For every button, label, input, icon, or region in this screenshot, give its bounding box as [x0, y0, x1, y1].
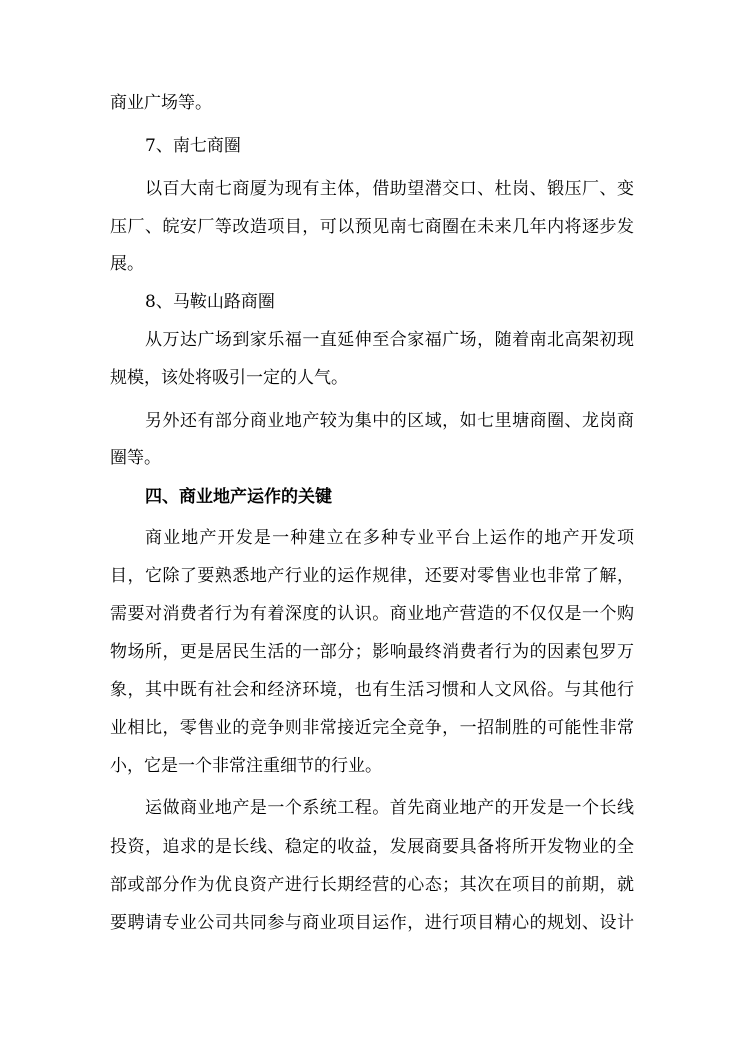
- text-line: 另外还有部分商业地产较为集中的区域，如七里塘商圈、龙岗商: [145, 411, 634, 431]
- text-line: 压厂、皖安厂等改造项目，可以预见南七商圈在未来几年内将逐步发: [110, 217, 634, 237]
- text-line: 部或部分作为优良资产进行长期经营的心态；其次在项目的前期，就: [110, 875, 634, 895]
- text-line: 需要对消费者行为有着深度的认识。商业地产营造的不仅仅是一个购: [110, 604, 634, 624]
- text-line: 小，它是一个非常注重细节的行业。: [110, 756, 382, 776]
- section-heading-bold: 四、商业地产运作的关键: [145, 487, 332, 507]
- text-line: 运做商业地产是一个系统工程。首先商业地产的开发是一个长线: [145, 798, 634, 818]
- section-heading: 7、南七商圈: [145, 136, 241, 156]
- text-line: 规模，该处将吸引一定的人气。: [110, 368, 348, 388]
- text-line: 展。: [110, 254, 144, 274]
- text-line: 物场所，更是居民生活的一部分；影响最终消费者行为的因素包罗万: [110, 642, 634, 662]
- text-line: 要聘请专业公司共同参与商业项目运作，进行项目精心的规划、设计: [110, 913, 634, 933]
- section-heading: 8、马鞍山路商圈: [145, 292, 275, 312]
- text-line: 业相比，零售业的竞争则非常接近完全竞争，一招制胜的可能性非常: [110, 718, 634, 738]
- text-line: 投资，追求的是长线、稳定的收益，发展商要具备将所开发物业的全: [110, 837, 634, 857]
- text-line: 目，它除了要熟悉地产行业的运作规律，还要对零售业也非常了解，: [110, 566, 634, 586]
- text-line: 以百大南七商厦为现有主体，借助望潜交口、杜岗、锻压厂、变: [145, 179, 634, 199]
- text-line: 从万达广场到家乐福一直延伸至合家福广场，随着南北高架初现: [145, 330, 634, 350]
- text-line: 圈等。: [110, 448, 161, 468]
- text-line: 商业广场等。: [110, 93, 212, 113]
- text-line: 商业地产开发是一种建立在多种专业平台上运作的地产开发项: [145, 528, 634, 548]
- text-line: 象，其中既有社会和经济环境，也有生活习惯和人文风俗。与其他行: [110, 680, 634, 700]
